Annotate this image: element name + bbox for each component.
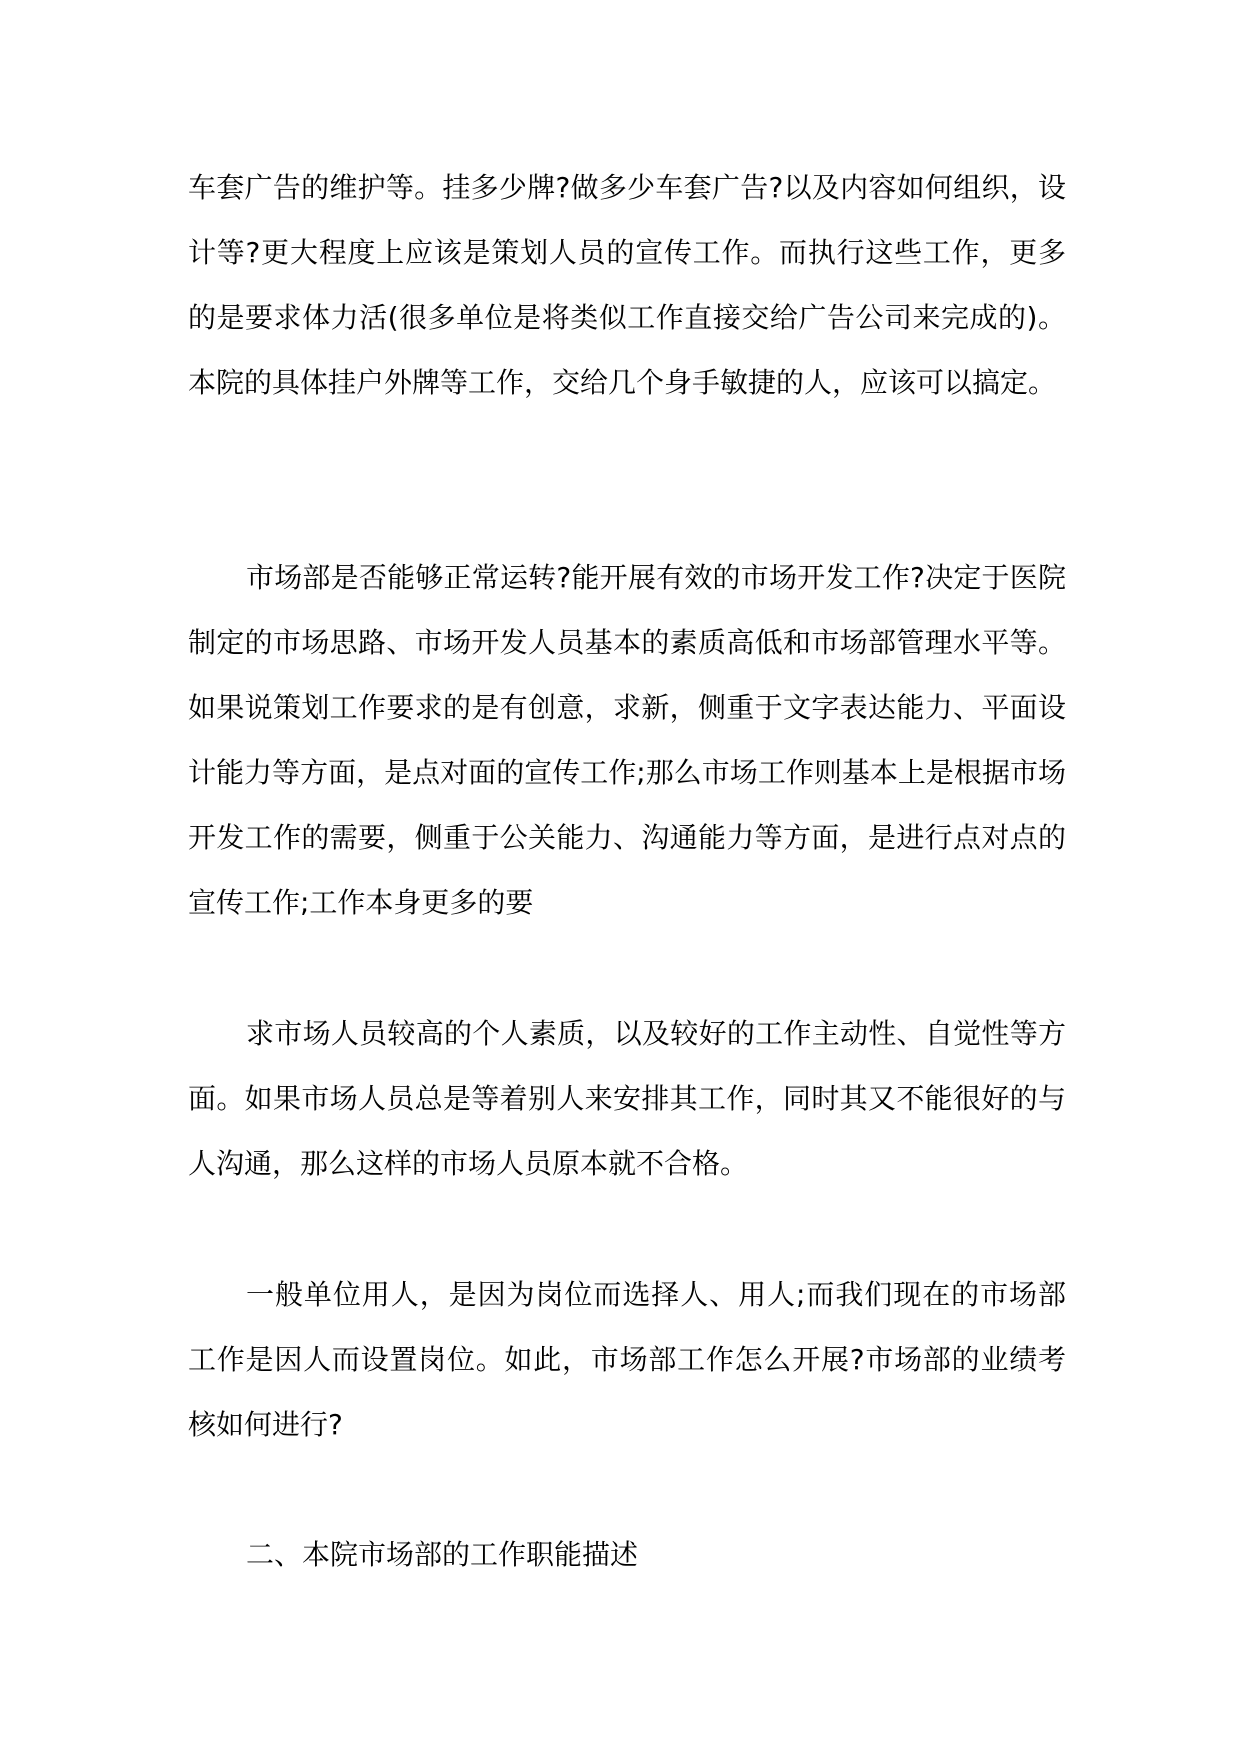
paragraph-3: 求市场人员较高的个人素质，以及较好的工作主动性、自觉性等方面。如果市场人员总是等着别人来安排其工作，同时其又不能很好的与人沟通，那么这样的市场人员原本就不合格。	[188, 1017, 1066, 1180]
paragraph-1: 车套广告的维护等。挂多少牌?做多少车套广告?以及内容如何组织，设计等?更大程度上应该是策划人员的宣传工作。而执行这些工作，更多的是要求体力活(很多单位是将类似工作直接交给广告公司来完成的)。本院的具体挂户外牌等工作，交给几个身手敏捷的人，应该可以搞定。	[188, 171, 1066, 399]
paragraph-4: 一般单位用人，是因为岗位而选择人、用人;而我们现在的市场部工作是因人而设置岗位。如此，市场部工作怎么开展?市场部的业绩考核如何进行?	[188, 1278, 1066, 1441]
paragraph-2: 市场部是否能够正常运转?能开展有效的市场开发工作?决定于医院制定的市场思路、市场开发人员基本的素质高低和市场部管理水平等。如果说策划工作要求的是有创意，求新，侧重于文字表达能力、平面设计能力等方面，是点对面的宣传工作;那么市场工作则基本上是根据市场开发工作的需要，侧重于公关能力、沟通能力等方面，是进行点对点的宣传工作;工作本身更多的要	[188, 561, 1066, 919]
section-heading: 二、本院市场部的工作职能描述	[246, 1538, 639, 1571]
